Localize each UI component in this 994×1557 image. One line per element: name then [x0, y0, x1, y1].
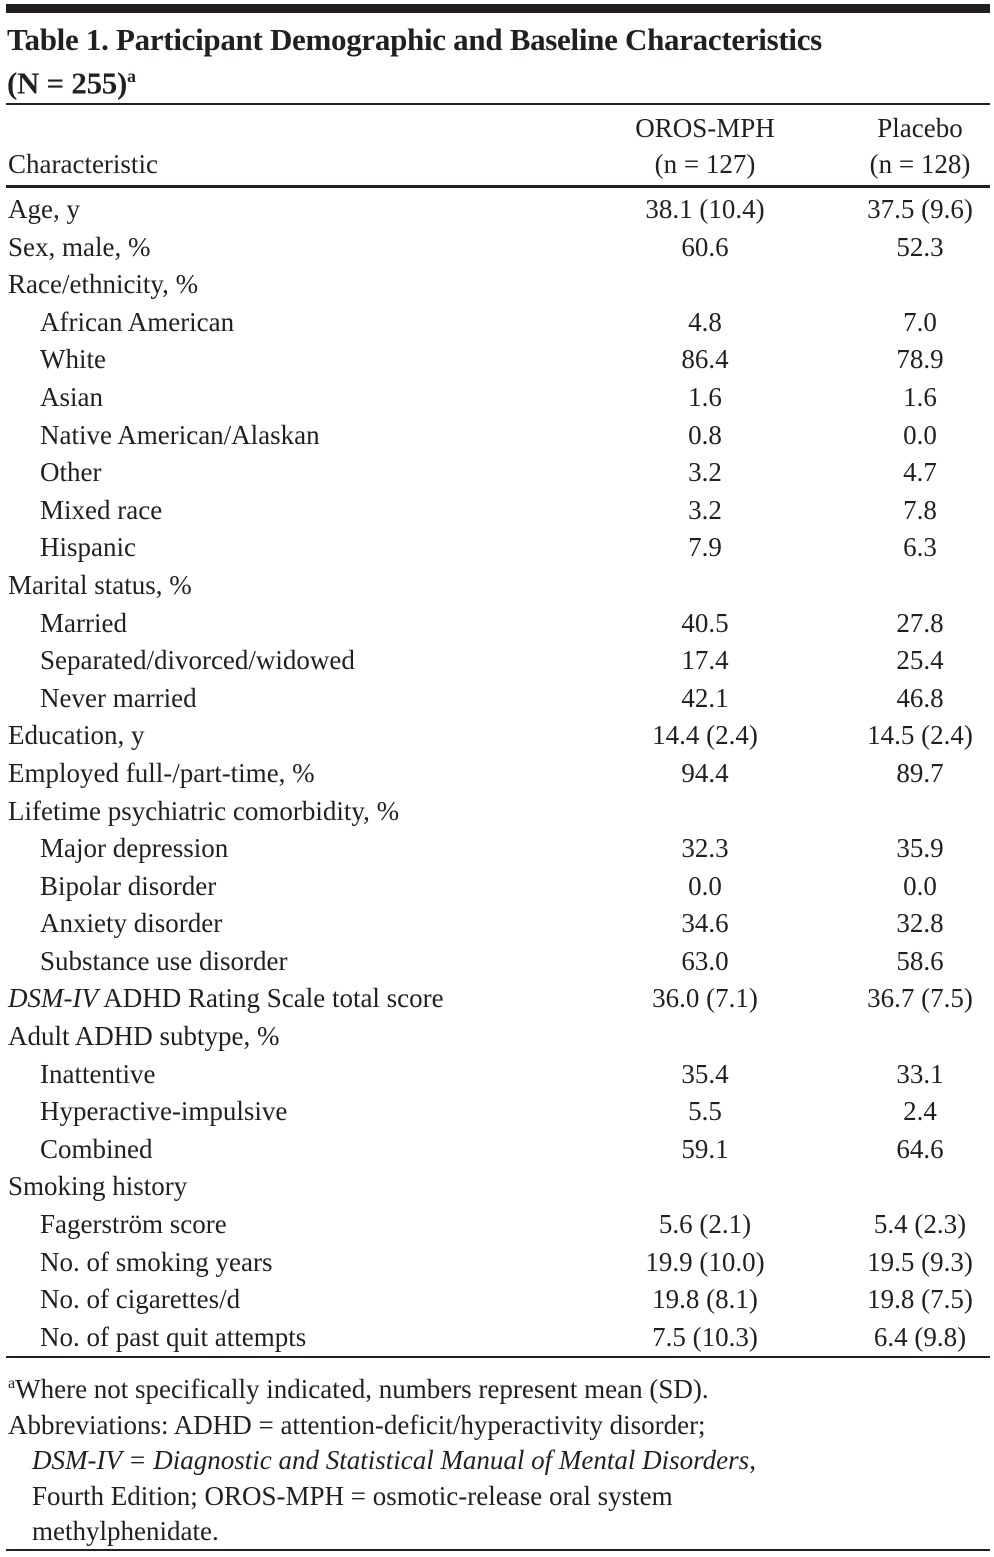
- row-label: [40, 680, 197, 718]
- table-title: [7, 22, 987, 101]
- oros-mph-value: 5.6 (2.1): [658, 1209, 752, 1240]
- row-label-text: Other: [40, 457, 102, 488]
- header-col2-n: (n = 128): [869, 149, 971, 179]
- placebo-value: 7.0: [903, 306, 937, 337]
- oros-mph-value: 19.8 (8.1): [652, 1284, 758, 1315]
- row-label-text: No. of smoking years: [40, 1246, 273, 1277]
- row-label-text: Native American/Alaskan: [40, 419, 320, 450]
- row-label: [8, 755, 315, 793]
- oros-mph-value: 3.2: [688, 457, 722, 488]
- row-label-text: African American: [40, 306, 235, 337]
- row-label-text: Fagerström score: [40, 1209, 227, 1240]
- placebo-value: 25.4: [896, 645, 944, 676]
- row-label-text: Adult ADHD subtype, %: [8, 1021, 280, 1052]
- table-row: [0, 229, 994, 267]
- footnote-marker: a: [8, 1375, 16, 1392]
- row-label: [40, 1131, 153, 1169]
- placebo-value: 14.5 (2.4): [867, 720, 973, 751]
- oros-mph-value: 1.6: [688, 381, 722, 412]
- oros-mph-value: 7.5 (10.3): [652, 1321, 758, 1352]
- row-label: [8, 980, 444, 1018]
- row-label-text: ADHD Rating Scale total score: [97, 983, 444, 1014]
- placebo-value: 6.3: [903, 532, 937, 563]
- placebo-value: 58.6: [896, 945, 944, 976]
- table-row: [0, 755, 994, 793]
- footer-rule: [6, 1549, 990, 1551]
- row-label: [40, 905, 222, 943]
- table-bottom-rule: [6, 1356, 990, 1358]
- placebo-value: 19.5 (9.3): [867, 1246, 973, 1277]
- oros-mph-value: 60.6: [681, 231, 729, 262]
- placebo-value: 36.7 (7.5): [867, 983, 973, 1014]
- table-row: [0, 567, 994, 605]
- row-label: [40, 830, 228, 868]
- table-row: [0, 642, 994, 680]
- header-top-rule: [6, 103, 990, 105]
- table-row: [0, 830, 994, 868]
- oros-mph-value: 32.3: [681, 833, 729, 864]
- placebo-value: 0.0: [903, 870, 937, 901]
- table-row: [0, 1131, 994, 1169]
- placebo-value: 19.8 (7.5): [867, 1284, 973, 1315]
- oros-mph-value: 19.9 (10.0): [645, 1246, 765, 1277]
- placebo-value: 7.8: [903, 494, 937, 525]
- placebo-value: 5.4 (2.3): [873, 1209, 967, 1240]
- oros-mph-value: 40.5: [681, 607, 729, 638]
- row-label: [40, 1281, 240, 1319]
- table-row: [0, 680, 994, 718]
- row-label: [8, 717, 144, 755]
- row-label-text: Race/ethnicity, %: [8, 269, 199, 300]
- table-row: [0, 793, 994, 831]
- row-label-text: Hispanic: [40, 532, 136, 563]
- row-label: [40, 304, 234, 342]
- placebo-value: 46.8: [896, 682, 944, 713]
- abbreviations-line-4: methylphenidate.: [32, 1516, 219, 1546]
- row-label-text: Separated/divorced/widowed: [40, 645, 355, 676]
- oros-mph-value: 0.8: [688, 419, 722, 450]
- table-row: [0, 717, 994, 755]
- top-rule: [6, 4, 990, 13]
- row-label-text: Sex, male, %: [8, 231, 151, 262]
- row-label-text: Combined: [40, 1133, 153, 1164]
- table-row: [0, 417, 994, 455]
- table-row: [0, 605, 994, 643]
- placebo-value: 4.7: [903, 457, 937, 488]
- oros-mph-value: 14.4 (2.4): [652, 720, 758, 751]
- row-label-text: Asian: [40, 381, 103, 412]
- placebo-value: 0.0: [903, 419, 937, 450]
- row-label: [8, 793, 399, 831]
- row-label-text: No. of past quit attempts: [40, 1321, 307, 1352]
- row-label-text: White: [40, 344, 106, 375]
- title-line2: (N = 255): [7, 65, 127, 101]
- placebo-value: 6.4 (9.8): [873, 1321, 967, 1352]
- placebo-value: 1.6: [903, 381, 937, 412]
- row-label-text: Mixed race: [40, 494, 163, 525]
- row-label-italic: DSM-IV: [8, 983, 98, 1014]
- placebo-value: 78.9: [896, 344, 944, 375]
- row-label: [8, 1018, 280, 1056]
- table-row: [0, 943, 994, 981]
- row-label: [40, 341, 106, 379]
- row-label-text: Smoking history: [8, 1171, 188, 1202]
- row-label-text: Anxiety disorder: [40, 908, 223, 939]
- placebo-value: 89.7: [896, 757, 944, 788]
- table-row: [0, 529, 994, 567]
- table-row: [0, 1319, 994, 1357]
- table-row: [0, 454, 994, 492]
- table-row: [0, 379, 994, 417]
- abbreviations-comma: ,: [749, 1445, 756, 1475]
- oros-mph-value: 5.5: [688, 1096, 722, 1127]
- row-label: [8, 229, 150, 267]
- row-label: [8, 266, 198, 304]
- header-characteristic: Characteristic: [8, 149, 158, 179]
- table-row: [0, 1168, 994, 1206]
- row-label-text: Bipolar disorder: [40, 870, 217, 901]
- row-label-text: Inattentive: [40, 1058, 156, 1089]
- table-row: [0, 980, 994, 1018]
- table-row: [0, 905, 994, 943]
- oros-mph-value: 86.4: [681, 344, 729, 375]
- table-row: [0, 1281, 994, 1319]
- placebo-value: 52.3: [896, 231, 944, 262]
- table-row: [0, 1018, 994, 1056]
- row-label: [8, 191, 80, 229]
- row-label: [40, 1056, 155, 1094]
- oros-mph-value: 7.9: [688, 532, 722, 563]
- table-row: [0, 868, 994, 906]
- oros-mph-value: 63.0: [681, 945, 729, 976]
- abbreviations-line-3: Fourth Edition; OROS-MPH = osmotic-release oral system: [32, 1480, 673, 1511]
- oros-mph-value: 42.1: [681, 682, 729, 713]
- footnotes: [8, 1366, 988, 1550]
- oros-mph-value: 3.2: [688, 494, 722, 525]
- row-label: [40, 529, 136, 567]
- oros-mph-value: 94.4: [681, 757, 729, 788]
- placebo-value: 37.5 (9.6): [867, 194, 973, 224]
- placebo-value: 27.8: [896, 607, 944, 638]
- row-label: [40, 1319, 306, 1357]
- table-row: [0, 266, 994, 304]
- oros-mph-value: 4.8: [688, 306, 722, 337]
- row-label-text: Education, y: [8, 720, 145, 751]
- table-row: [0, 1056, 994, 1094]
- row-label: [40, 943, 287, 981]
- row-label-text: Never married: [40, 682, 197, 713]
- placebo-value: 2.4: [903, 1096, 937, 1127]
- row-label-text: Age, y: [8, 194, 80, 224]
- row-label: [40, 1093, 287, 1131]
- table-row: [0, 304, 994, 342]
- row-label-text: Hyperactive-impulsive: [40, 1096, 288, 1127]
- row-label: [40, 492, 162, 530]
- row-label-text: Major depression: [40, 833, 229, 864]
- placebo-value: 64.6: [896, 1133, 944, 1164]
- abbreviations-line-1: Abbreviations: ADHD = attention-deficit/hyperactivity disorder;: [8, 1409, 706, 1440]
- abbreviations-line-2: [8, 1443, 988, 1479]
- row-label-text: Substance use disorder: [40, 945, 288, 976]
- row-label: [40, 1244, 272, 1282]
- oros-mph-value: 0.0: [688, 870, 722, 901]
- oros-mph-value: 17.4: [681, 645, 729, 676]
- table-row: [0, 1206, 994, 1244]
- table-row: [0, 492, 994, 530]
- table-row: [0, 341, 994, 379]
- oros-mph-value: 34.6: [681, 908, 729, 939]
- header-col2-name: Placebo: [877, 113, 963, 143]
- table-row: [0, 1244, 994, 1282]
- row-label: [40, 454, 101, 492]
- table-body: [0, 191, 994, 1356]
- placebo-value: 33.1: [896, 1058, 944, 1089]
- row-label-text: Married: [40, 607, 127, 638]
- row-label: [8, 567, 192, 605]
- row-label: [8, 1168, 187, 1206]
- row-label: [40, 379, 103, 417]
- header-bottom-rule: [6, 185, 990, 188]
- footnote-a-text: Where not specifically indicated, numbers represent mean (SD).: [15, 1374, 709, 1404]
- row-label-text: No. of cigarettes/d: [40, 1284, 241, 1315]
- title-footnote-marker: a: [127, 66, 136, 86]
- row-label: [40, 605, 127, 643]
- row-label-text: Lifetime psychiatric comorbidity, %: [8, 795, 400, 826]
- row-label-text: Employed full-/part-time, %: [8, 757, 315, 788]
- oros-mph-value: 38.1 (10.4): [645, 194, 765, 224]
- row-label: [40, 417, 320, 455]
- header-col1-name: OROS-MPH: [635, 113, 775, 143]
- oros-mph-value: 35.4: [681, 1058, 729, 1089]
- table-row: [0, 191, 994, 229]
- abbreviations-dsm: DSM-IV = Diagnostic and Statistical Manual of Mental Disorders: [32, 1445, 750, 1475]
- placebo-value: 32.8: [896, 908, 944, 939]
- footnote-a: [8, 1366, 988, 1408]
- title-text: Table 1. Participant Demographic and Baseline Characteristics: [7, 22, 822, 57]
- row-label: [40, 868, 216, 906]
- row-label: [40, 642, 355, 680]
- header-col1-n: (n = 127): [654, 149, 756, 179]
- table-row: [0, 1093, 994, 1131]
- oros-mph-value: 59.1: [681, 1133, 729, 1164]
- oros-mph-value: 36.0 (7.1): [652, 983, 758, 1014]
- placebo-value: 35.9: [896, 833, 944, 864]
- row-label: [40, 1206, 227, 1244]
- row-label-text: Marital status, %: [8, 569, 192, 600]
